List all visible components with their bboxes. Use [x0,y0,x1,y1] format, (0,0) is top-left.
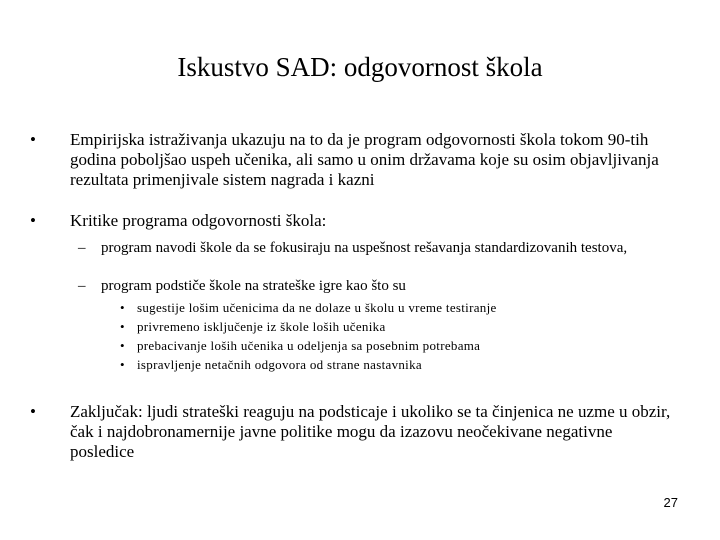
bullet-point: • [30,402,36,421]
bullet-item [30,402,680,462]
sub-bullet-text: program podstiče škole na strateške igre kao što su [101,278,406,294]
bullet-point: • [30,130,36,149]
bullet-point: • [120,338,125,353]
dash-point: – [78,240,86,256]
sub-sub-bullet-text: ispravljenje netačnih odgovora od strane nastavnika [137,357,422,372]
sub-sub-bullet-text: sugestije lošim učenicima da ne dolaze u školu u vreme testiranje [137,300,497,315]
bullet-item [30,130,680,190]
dash-point: – [78,278,86,294]
bullet-item [30,211,680,231]
bullet-text: Kritike programa odgovornosti škola: [70,211,327,230]
bullet-text: Zaključak: ljudi strateški reaguju na podsticaje i ukoliko se ta činjenica ne uzme u obzir, čak i najdobronamernije javne politike mogu da izazovu neočekivane negativne posledice [70,402,671,461]
sub-sub-bullet-text: prebacivanje loših učenika u odeljenja sa posebnim potrebama [137,338,481,353]
sub-bullet-text: program navodi škole da se fokusiraju na uspešnost rešavanja standardizovanih testova, [101,240,628,256]
bullet-point: • [120,319,125,334]
sub-bullet-item [78,278,688,294]
bullet-point: • [120,357,125,372]
bullet-point: • [120,300,125,315]
bullet-point: • [30,211,36,230]
page-number: 27 [663,495,678,510]
sub-sub-bullet-item [120,298,680,317]
slide-title: Iskustvo SAD: odgovornost škola [177,52,543,82]
sub-sub-bullet-item [120,317,680,336]
bullet-text: Empirijska istraživanja ukazuju na to da je program odgovornosti škola tokom 90-tih godina poboljšao uspeh učenika, ali samo u onim državama koje su osim objavljivanja rezultata primenjivale sistem nagrada i kazni [70,130,659,189]
sub-sub-bullet-item [120,336,680,355]
sub-bullet-item [78,240,688,256]
sub-sub-bullet-text: privremeno isključenje iz škole loših učenika [137,319,386,334]
sub-sub-bullet-item [120,355,680,374]
